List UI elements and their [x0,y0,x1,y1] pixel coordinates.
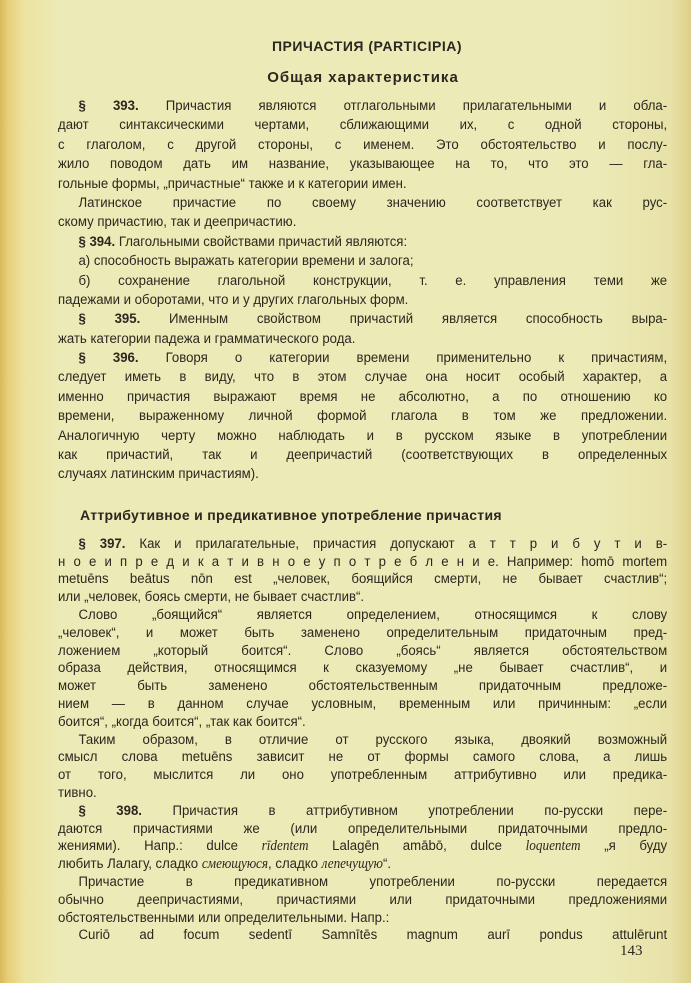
text-line [58,407,667,426]
text-line [58,330,667,349]
section-number: § 393. [78,98,139,114]
line-text: боится“, „когда боится“, „так как боится“. [58,713,306,730]
line-text: Слово „боящийся“ является определением, относящимся к слову [78,607,668,623]
section-number: § 398. [78,802,142,819]
chapter-title: ПРИЧАСТИЯ (PARTICIPIA) [271,38,462,54]
text-line [58,660,667,678]
text-line [58,589,667,607]
line-text: или „человек, боясь смерти, не бывает счастлив“. [58,589,365,606]
paragraph [58,194,668,233]
line-text: следует иметь в виду, что в этом случае она носит особый характер, а [58,369,668,386]
italic-example: loquentem [525,838,581,855]
line-text: с глаголом, с другой стороны, с именем. Это обстоятельство и послу- [58,136,668,153]
line-text: дают синтаксическими чертами, сближающими их, с одной стороны, [58,117,668,134]
page-number: 143 [620,943,643,959]
text-line [58,696,667,714]
line-text: Глагольными свойствами причастий являются: [118,233,408,250]
line-text: случаях латинским причастиям). [58,466,259,483]
line-text: Причастие в предикативном употреблении по-русски передается [78,873,668,890]
text-line [58,427,667,446]
text-line [58,368,667,387]
text-line [58,803,667,821]
paragraph [58,607,668,732]
line-text: „человек“, и может быть заменено определительным придаточным пред- [58,624,668,641]
text-line [58,892,667,910]
text-line [58,465,667,484]
text-line [58,874,667,892]
text-line [58,213,667,232]
paragraph [58,97,668,194]
text-line [58,838,667,856]
line-text: обычно деепричастиями, причастиями или придаточными предложениями [58,891,668,908]
line-text: падежами и оборотами, что и у других глагольных форм. [58,291,409,308]
line-text: Curiō ad focum sedentī Samnītēs magnum aurī pondus attulērunt [78,927,668,944]
line-text: Таким образом, в отличие от русского языка, двоякий возможный [78,731,668,748]
paragraph [58,349,668,485]
text-line [58,155,667,174]
line-text: Именным свойством причастий является способность выра- [169,311,668,328]
text-line [58,625,667,643]
text-line [58,194,667,213]
line-text: Причастия в аттрибутивном употреблении по-русски пере- [172,802,668,819]
text-line [58,607,667,625]
line-text: смысл слова metuēns зависит не от формы самого слова, а лишь [58,749,668,766]
text-line [58,927,667,945]
text-line [58,554,667,572]
paragraph [58,272,668,311]
line-text: образа действия, относящимся к сказуемому „не бывает счастлив“, и [58,660,668,677]
section-number: § 397. [78,535,126,552]
paragraph [58,803,668,874]
text-line [58,749,667,767]
text-line [58,388,667,407]
text-segment: , сладко [268,856,322,873]
text-line [58,233,667,252]
text-segment: “. [382,856,392,873]
italic-example: rīdentem [261,838,309,855]
lower-text [58,536,668,945]
text-line [58,571,667,589]
paragraph [58,233,668,252]
line-text: metuēns beātus nōn est „человек, боящийся смерти, не бывает счастлив“; [58,571,668,588]
line-text: от того, мыслится ли оно употребленным аттрибутивно или предика- [58,767,668,784]
text-line [58,446,667,465]
text-line [58,175,667,194]
line-text: Говоря о категории времени применительно к причастиям, [165,350,668,367]
line-text: жило поводом дать им название, указывающее на то, что это — гла- [58,156,668,173]
text-segment: жениями). Напр.: dulce [58,838,262,855]
line-text: как причастий, так и деепричастий (соответствующих в определенных [58,447,668,464]
line-text: Аналогичную черту можно наблюдать и в русском языке в употреблении [58,427,668,444]
line-text: тивно. [58,784,97,801]
text-line [58,136,667,155]
paragraph [58,252,668,271]
text-line [58,678,667,696]
italic-example: лепечущую [321,856,383,873]
line-text: даются причастиями же (или определительными придаточными предло- [58,820,668,837]
page [58,36,668,945]
paragraph [58,927,668,945]
line-text: жать категории падежа и грамматического рода. [58,330,356,347]
section-number: § 396. [78,350,139,367]
text-line [58,116,667,135]
line-text: гольные формы, „причастные“ также и к категории имен. [58,175,407,192]
paragraph [58,874,668,927]
text-segment: Lalagēn amābō, dulce [308,838,526,855]
text-line [58,856,667,874]
italic-example: смеющуюся [201,856,269,873]
text-line [58,97,667,116]
paragraph [58,310,668,349]
text-line [58,714,667,732]
text-line [58,643,667,661]
line-text: ложением „который боится“. Слово „боясь“ является обстоятельством [58,642,668,659]
line-text: обстоятельственными или определительными. Напр.: [58,909,390,926]
section-number: § 394. [78,233,116,250]
upper-text [58,97,668,485]
section-subtitle: Общая характеристика [267,69,459,86]
line-text: б) сохранение глагольной конструкции, т. е. управления теми же [78,272,668,289]
section-number: § 395. [78,311,141,328]
line-text: скому причастию, так и деепричастию. [58,214,297,231]
text-line [58,291,667,310]
paragraph [58,732,668,803]
text-line [58,536,667,554]
text-line [58,349,667,368]
text-line [58,272,667,291]
line-text: Как и прилагательные, причастия допускают а т т р и б у т и в- [139,535,668,552]
line-text: нием — в данном случае условным, временным или причинным: „если [58,695,668,712]
text-line [58,767,667,785]
line-text: времени, выраженному личной формой глагола в том же предложении. [58,408,668,425]
line-text: Причастия являются отглагольными прилагательными и обла- [165,98,668,114]
text-line [58,910,667,928]
section-heading: Аттрибутивное и предикативное употребление причастия [80,506,502,523]
text-line [58,821,667,839]
text-segment: любить Лалагу, сладко [58,856,202,873]
line-text: может быть заменено обстоятельственным придаточным предложе- [58,678,668,695]
line-text: именно причастия выражают время не абсолютно, а по отношению ко [58,388,668,405]
text-line [58,310,667,329]
text-line [58,252,667,271]
line-text: н о е и п р е д и к а т и в н о е у п о т р е б л е н и е. Например: homō mortem [58,553,668,570]
paragraph [58,536,668,607]
line-text: Латинское причастие по своему значению соответствует как рус- [78,194,668,211]
line-text: а) способность выражать категории времени и залога; [78,253,414,270]
text-line [58,785,667,803]
text-line [58,732,667,750]
text-segment: „я буду [580,838,668,855]
